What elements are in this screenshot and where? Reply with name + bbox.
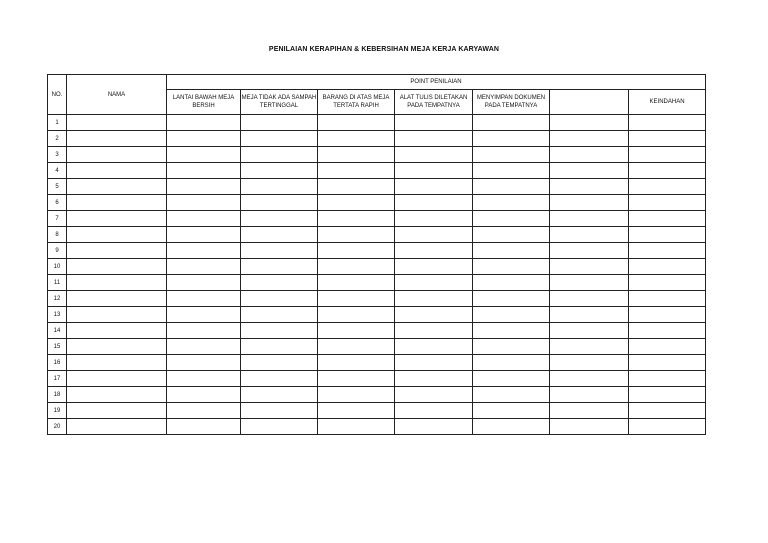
assessment-table — [47, 74, 706, 435]
score-cell — [395, 243, 473, 259]
score-cell — [395, 211, 473, 227]
score-cell — [241, 195, 318, 211]
score-cell — [167, 387, 241, 403]
score-cell — [318, 387, 395, 403]
score-cell — [241, 211, 318, 227]
score-cell — [318, 195, 395, 211]
score-cell — [550, 291, 629, 307]
header-no: NO. — [48, 75, 67, 115]
score-cell — [473, 147, 550, 163]
score-cell — [629, 323, 706, 339]
score-cell — [318, 163, 395, 179]
nama-cell — [67, 387, 167, 403]
score-cell — [167, 163, 241, 179]
score-cell — [550, 339, 629, 355]
score-cell — [473, 115, 550, 131]
row-number: 18 — [48, 387, 67, 403]
score-cell — [629, 371, 706, 387]
score-cell — [629, 195, 706, 211]
nama-cell — [67, 275, 167, 291]
score-cell — [167, 275, 241, 291]
score-cell — [167, 371, 241, 387]
score-cell — [395, 195, 473, 211]
score-cell — [629, 387, 706, 403]
row-number: 7 — [48, 211, 67, 227]
header-nama: NAMA — [67, 75, 167, 115]
score-cell — [550, 163, 629, 179]
score-cell — [473, 195, 550, 211]
header-criterion: BARANG DI ATAS MEJA TERTATA RAPIH — [318, 90, 395, 115]
table-row — [48, 259, 706, 275]
score-cell — [318, 147, 395, 163]
score-cell — [318, 275, 395, 291]
table-row — [48, 355, 706, 371]
score-cell — [318, 371, 395, 387]
score-cell — [629, 243, 706, 259]
score-cell — [167, 147, 241, 163]
score-cell — [241, 371, 318, 387]
score-cell — [395, 323, 473, 339]
score-cell — [241, 339, 318, 355]
nama-cell — [67, 163, 167, 179]
score-cell — [241, 259, 318, 275]
page-title: PENILAIAN KERAPIHAN & KEBERSIHAN MEJA KERJA KARYAWAN — [268, 46, 500, 53]
score-cell — [318, 179, 395, 195]
score-cell — [318, 291, 395, 307]
nama-cell — [67, 371, 167, 387]
score-cell — [395, 371, 473, 387]
score-cell — [550, 387, 629, 403]
score-cell — [167, 243, 241, 259]
score-cell — [167, 115, 241, 131]
score-cell — [629, 131, 706, 147]
score-cell — [167, 227, 241, 243]
row-number: 20 — [48, 419, 67, 435]
score-cell — [395, 163, 473, 179]
row-number: 13 — [48, 307, 67, 323]
score-cell — [473, 163, 550, 179]
table-row — [48, 115, 706, 131]
header-criterion — [550, 90, 629, 115]
score-cell — [167, 355, 241, 371]
score-cell — [318, 115, 395, 131]
table-row — [48, 147, 706, 163]
score-cell — [473, 307, 550, 323]
score-cell — [629, 419, 706, 435]
score-cell — [473, 387, 550, 403]
score-cell — [629, 115, 706, 131]
header-criterion: LANTAI BAWAH MEJA BERSIH — [167, 90, 241, 115]
score-cell — [550, 195, 629, 211]
nama-cell — [67, 259, 167, 275]
row-number: 9 — [48, 243, 67, 259]
score-cell — [167, 291, 241, 307]
score-cell — [395, 227, 473, 243]
score-cell — [395, 275, 473, 291]
score-cell — [473, 243, 550, 259]
table-row — [48, 227, 706, 243]
score-cell — [629, 291, 706, 307]
score-cell — [473, 291, 550, 307]
score-cell — [167, 131, 241, 147]
score-cell — [318, 355, 395, 371]
nama-cell — [67, 243, 167, 259]
score-cell — [167, 307, 241, 323]
score-cell — [318, 131, 395, 147]
score-cell — [318, 323, 395, 339]
table-row — [48, 323, 706, 339]
table-row — [48, 403, 706, 419]
score-cell — [318, 243, 395, 259]
score-cell — [473, 323, 550, 339]
table-row — [48, 291, 706, 307]
score-cell — [473, 371, 550, 387]
score-cell — [167, 403, 241, 419]
nama-cell — [67, 147, 167, 163]
row-number: 17 — [48, 371, 67, 387]
table-row — [48, 419, 706, 435]
score-cell — [395, 355, 473, 371]
score-cell — [550, 211, 629, 227]
row-number: 8 — [48, 227, 67, 243]
score-cell — [550, 419, 629, 435]
score-cell — [241, 179, 318, 195]
score-cell — [395, 291, 473, 307]
row-number: 10 — [48, 259, 67, 275]
nama-cell — [67, 291, 167, 307]
nama-cell — [67, 115, 167, 131]
table-row — [48, 275, 706, 291]
header-criterion: ALAT TULIS DILETAKAN PADA TEMPATNYA — [395, 90, 473, 115]
score-cell — [395, 147, 473, 163]
row-number: 15 — [48, 339, 67, 355]
score-cell — [395, 307, 473, 323]
score-cell — [241, 323, 318, 339]
score-cell — [473, 275, 550, 291]
score-cell — [473, 211, 550, 227]
score-cell — [395, 259, 473, 275]
score-cell — [241, 419, 318, 435]
score-cell — [395, 131, 473, 147]
table-row — [48, 131, 706, 147]
table-row — [48, 243, 706, 259]
score-cell — [241, 147, 318, 163]
table-row — [48, 163, 706, 179]
score-cell — [241, 227, 318, 243]
score-cell — [473, 259, 550, 275]
score-cell — [629, 339, 706, 355]
score-cell — [629, 227, 706, 243]
score-cell — [241, 403, 318, 419]
row-number: 2 — [48, 131, 67, 147]
score-cell — [473, 419, 550, 435]
row-number: 19 — [48, 403, 67, 419]
score-cell — [241, 387, 318, 403]
row-number: 12 — [48, 291, 67, 307]
table-row — [48, 195, 706, 211]
score-cell — [167, 259, 241, 275]
table-row — [48, 211, 706, 227]
score-cell — [167, 195, 241, 211]
score-cell — [167, 419, 241, 435]
score-cell — [318, 419, 395, 435]
score-cell — [550, 275, 629, 291]
nama-cell — [67, 323, 167, 339]
score-cell — [318, 403, 395, 419]
score-cell — [241, 243, 318, 259]
nama-cell — [67, 355, 167, 371]
nama-cell — [67, 211, 167, 227]
nama-cell — [67, 419, 167, 435]
score-cell — [550, 179, 629, 195]
score-cell — [167, 323, 241, 339]
header-criterion: MEJA TIDAK ADA SAMPAH TERTINGGAL — [241, 90, 318, 115]
score-cell — [167, 211, 241, 227]
score-cell — [241, 131, 318, 147]
score-cell — [395, 115, 473, 131]
score-cell — [395, 419, 473, 435]
score-cell — [550, 307, 629, 323]
table-body — [48, 115, 706, 435]
score-cell — [167, 339, 241, 355]
score-cell — [629, 355, 706, 371]
score-cell — [473, 131, 550, 147]
score-cell — [550, 371, 629, 387]
score-cell — [550, 403, 629, 419]
header-criterion: KEINDAHAN — [629, 90, 706, 115]
row-number: 16 — [48, 355, 67, 371]
score-cell — [550, 147, 629, 163]
header-criterion: MENYIMPAN DOKUMEN PADA TEMPATNYA — [473, 90, 550, 115]
score-cell — [318, 227, 395, 243]
score-cell — [629, 147, 706, 163]
score-cell — [629, 307, 706, 323]
score-cell — [241, 291, 318, 307]
row-number: 11 — [48, 275, 67, 291]
score-cell — [241, 355, 318, 371]
table-row — [48, 339, 706, 355]
score-cell — [473, 339, 550, 355]
score-cell — [318, 259, 395, 275]
row-number: 1 — [48, 115, 67, 131]
score-cell — [550, 243, 629, 259]
score-cell — [318, 307, 395, 323]
score-cell — [473, 355, 550, 371]
score-cell — [395, 179, 473, 195]
score-cell — [550, 115, 629, 131]
row-number: 5 — [48, 179, 67, 195]
row-number: 3 — [48, 147, 67, 163]
score-cell — [550, 227, 629, 243]
nama-cell — [67, 131, 167, 147]
score-cell — [318, 211, 395, 227]
score-cell — [629, 403, 706, 419]
row-number: 4 — [48, 163, 67, 179]
score-cell — [473, 179, 550, 195]
table-row — [48, 387, 706, 403]
score-cell — [241, 275, 318, 291]
score-cell — [629, 275, 706, 291]
nama-cell — [67, 307, 167, 323]
table-row — [48, 307, 706, 323]
score-cell — [395, 387, 473, 403]
row-number: 14 — [48, 323, 67, 339]
nama-cell — [67, 403, 167, 419]
score-cell — [167, 179, 241, 195]
score-cell — [473, 403, 550, 419]
score-cell — [550, 323, 629, 339]
score-cell — [241, 115, 318, 131]
nama-cell — [67, 339, 167, 355]
score-cell — [629, 259, 706, 275]
score-cell — [318, 339, 395, 355]
table-row — [48, 179, 706, 195]
score-cell — [550, 355, 629, 371]
score-cell — [241, 163, 318, 179]
score-cell — [395, 403, 473, 419]
score-cell — [629, 179, 706, 195]
score-cell — [241, 307, 318, 323]
score-cell — [473, 227, 550, 243]
nama-cell — [67, 227, 167, 243]
nama-cell — [67, 195, 167, 211]
score-cell — [395, 339, 473, 355]
header-point-penilaian: POINT PENILAIAN — [167, 75, 706, 90]
score-cell — [629, 211, 706, 227]
row-number: 6 — [48, 195, 67, 211]
score-cell — [629, 163, 706, 179]
score-cell — [550, 131, 629, 147]
table-row — [48, 371, 706, 387]
score-cell — [550, 259, 629, 275]
nama-cell — [67, 179, 167, 195]
